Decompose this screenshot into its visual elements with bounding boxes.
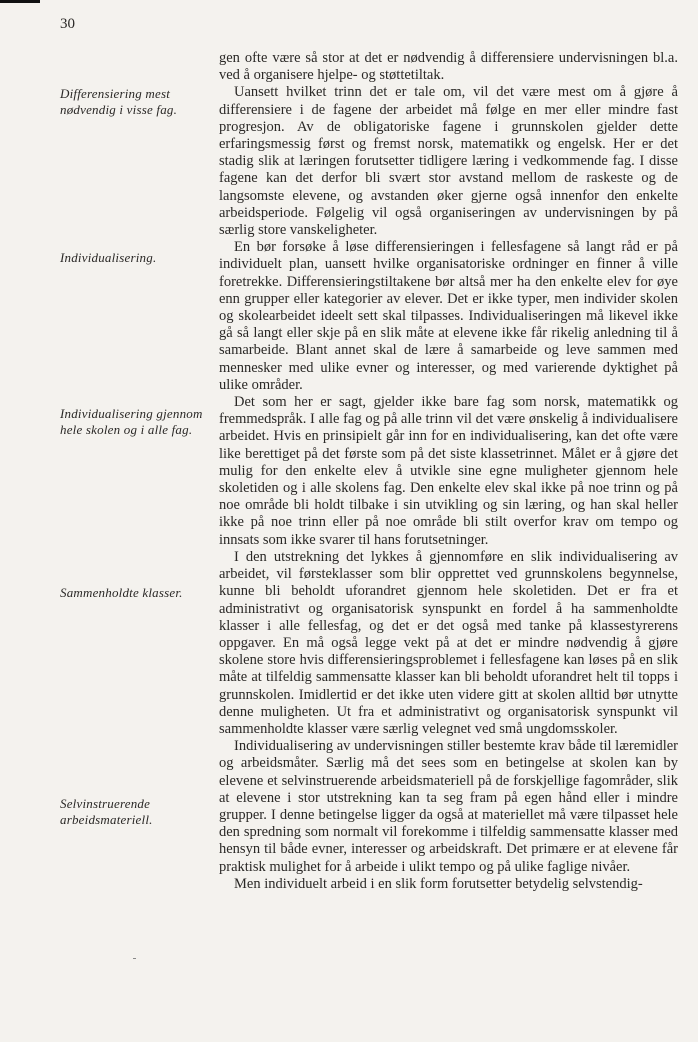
paragraph: En bør forsøke å løse differensieringen i fellesfagene så langt råd er på individuelt plan, uansett hvilke organisatoriske ordninger en finner å ville foretrekke. Differensieringstiltakene bør altså mer ha den enkelte elev for øye enn grupper eller kategorier av elever. Det er ikke typer, men individer skolen og skolearbeidet ideelt sett skal tilpasses. Individualiseringen må likevel ikke gå så langt eller skje på en slik måte at elevene ikke får rikelig anledning til å samarbeide. Blant annet skal de lære å samarbeide og leve sammen med mennesker med ulike evner og interesser, og med varierende dyktighet på ulike områder. [219,239,678,393]
scan-mark [133,958,136,959]
paragraph: Individualisering av undervisningen stiller bestemte krav både til læremidler og arbeidsmåter. Særlig må det sees som en betingelse at skolen kan by elevene et selvinstruerende arbeidsmateriell på de forskjellige fagområder, slik at elevene i stor utstrekning kan ta seg fram på egen hånd eller i mindre grupper. I denne betingelse ligger da også at materiellet må være tilpasset hele den spredning som normalt vil forekomme i tilfeldig sammensatte klasser med hensyn til både evner, interesser og arbeidskraft. Det primære er at elevene får praktisk mulighet for å arbeide i ulikt tempo og på ulike faglige nivåer. [219,738,678,875]
margin-note-sammenholdte-klasser: Sammenholdte klasser. [60,585,183,600]
body-text [219,50,678,893]
top-edge-mark [0,0,40,3]
page-number: 30 [60,16,75,32]
paragraph: Men individuelt arbeid i en slik form forutsetter betydelig selvstendig- [234,875,643,892]
margin-note-selvinstruerende: Selvinstruerende arbeidsmateriell. [60,796,153,827]
margin-note-hele-skolen: Individualisering gjennom hele skolen og i alle fag. [60,406,203,437]
paragraph: Uansett hvilket trinn det er tale om, vil det være mest om å gjøre å differensiere i de fagene der arbeidet må følge en mer eller mindre fast progresjon. Av de obligatoriske fagene i grunnskolen gjelder dette erfaringsmessig først og fremst norsk, matematikk og engelsk. Her er det stadig slik at læringen forutsetter tidligere læring i vedkommende fag. I disse fagene kan det derfor bli svært stor avstand mellom de raskeste og de langsomste elevene, og avstanden øker gjerne også innenfor den enkelte arbeidsperiode. Følgelig vil også organiseringen av undervisningen by på særlig store vanskeligheter. [219,84,678,239]
paragraph: gen ofte være så stor at det er nødvendig å differensiere undervisningen bl.a. ved å organisere hjelpe- og støttetiltak. [219,50,678,84]
paragraph: I den utstrekning det lykkes å gjennomføre en slik individualisering av arbeidet, vil førsteklasser som blir opprettet ved grunnskolens begynnelse, kunne bli beholdt uforandret gjennom hele skoletiden. Det er fra et administrativt og organisatorisk synspunkt en fordel å ha sammenholdte klasser i alle fellesfag, og det er det også med tanke på klassestyrerens oppgaver. En må også legge vekt på at det er mindre nødvendig å gjøre skolene store hvis differensieringsproblemet i fellesfagene kan løses på en slik måte at tilfeldig sammensatte klasser kan bli beholdt uforandret helt til topps i grunnskolen. Imidlertid er det ikke uten videre gitt at skolen alltid bør utnytte denne muligheten. Ut fra et administrativt og organisatorisk synspunkt vil sammenholdte klasser være særlig velegnet ved små ungdomsskoler. [219,548,678,737]
paragraph: Det som her er sagt, gjelder ikke bare fag som norsk, matematikk og fremmedspråk. I alle fag og på alle trinn vil det være ønskelig å individualisere arbeidet. Hvis en prinsipielt går inn for en individualisering, kan det ofte være like berettiget på det første som på det siste klassetrinnet. Målet er å gjøre det mulig for den enkelte elev å utvikle sine egne muligheter gjennom hele skoletiden og i alle skolens fag. Den enkelte elev skal ikke på noe trinn og på noe område bli holdt tilbake i sin utvikling og sin læring, og han skal heller ikke på noe trinn eller på noe område bli stilt overfor krav om tempo og innsats som ikke svarer til hans forutsetninger. [219,394,678,548]
margin-note-differensiering: Differensiering mest nødvendig i visse fag. [60,86,178,117]
margin-note-individualisering: Individualisering. [60,250,157,265]
